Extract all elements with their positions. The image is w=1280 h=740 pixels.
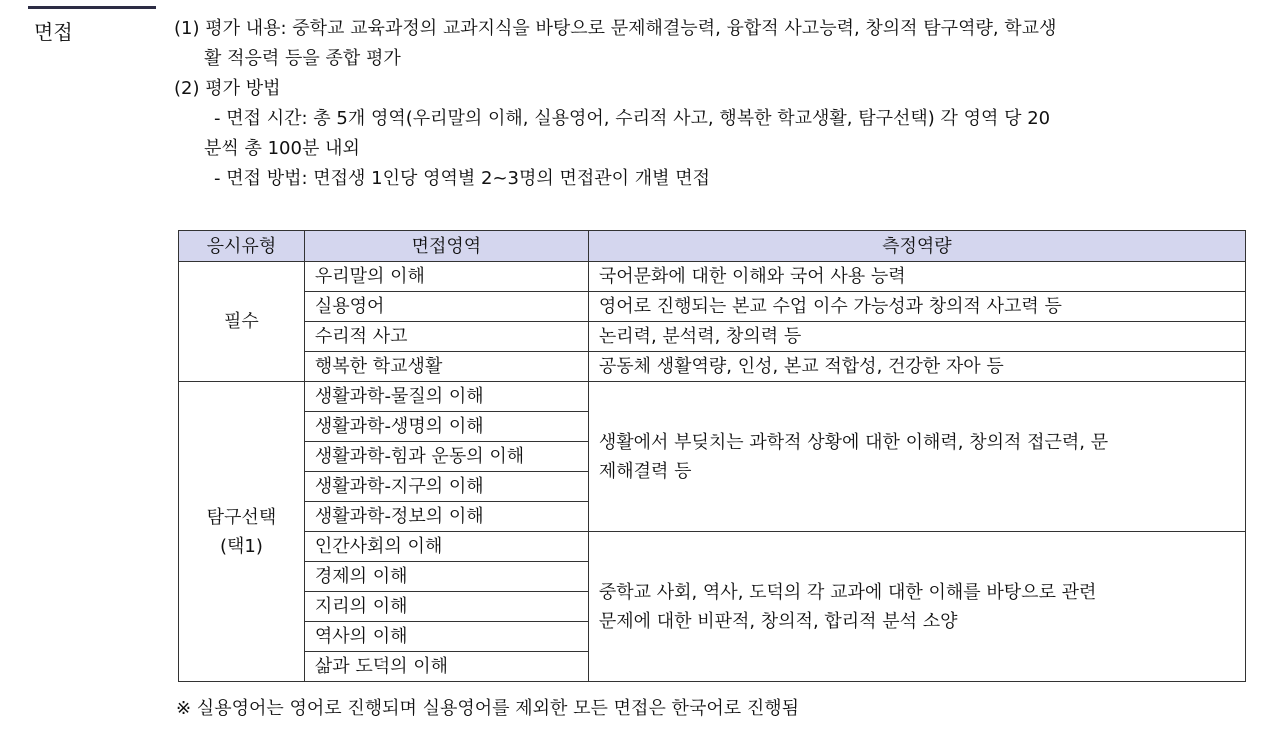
table-row xyxy=(179,382,1246,412)
elective-type-cell xyxy=(179,382,305,682)
table-row xyxy=(179,292,1246,322)
desc-cell: 영어로 진행되는 본교 수업 이수 가능성과 창의적 사고력 등 xyxy=(588,292,1245,322)
social-desc-line-2: 문제에 대한 비판적, 창의적, 합리적 분석 소양 xyxy=(598,610,958,632)
interview-method-line: - 면접 방법: 면접생 1인당 영역별 2~3명의 면접관이 개별 면접 xyxy=(214,168,711,189)
table-header-row xyxy=(179,231,1246,262)
social-desc-line-1: 중학교 사회, 역사, 도덕의 각 교과에 대한 이해를 바탕으로 관련 xyxy=(598,581,1097,603)
evaluation-content-line-2: 활 적응력 등을 종합 평가 xyxy=(204,48,401,69)
science-desc-line-2: 제해결력 등 xyxy=(598,460,692,482)
area-cell: 실용영어 xyxy=(304,292,588,322)
table-row xyxy=(179,322,1246,352)
header-interview-area: 면접영역 xyxy=(304,231,588,262)
area-cell: 지리의 이해 xyxy=(304,592,588,622)
area-cell: 우리말의 이해 xyxy=(304,262,588,292)
area-cell: 인간사회의 이해 xyxy=(304,532,588,562)
elective-sublabel: (택1) xyxy=(220,535,263,557)
table-row xyxy=(179,532,1246,562)
evaluation-method-heading: (2) 평가 방법 xyxy=(174,78,281,99)
area-cell: 생활과학-생명의 이해 xyxy=(304,412,588,442)
table-row xyxy=(179,262,1246,292)
social-desc-cell xyxy=(588,532,1245,682)
area-cell: 역사의 이해 xyxy=(304,622,588,652)
section-divider xyxy=(28,6,156,9)
science-desc-cell xyxy=(588,382,1245,532)
area-cell: 행복한 학교생활 xyxy=(304,352,588,382)
table-row xyxy=(179,352,1246,382)
section-label: 면접 xyxy=(34,20,73,44)
elective-label: 탐구선택 xyxy=(206,506,277,528)
footnote: ※ 실용영어는 영어로 진행되며 실용영어를 제외한 모든 면접은 한국어로 진행됨 xyxy=(176,698,799,719)
evaluation-description xyxy=(174,14,1260,194)
interview-time-line-1: - 면접 시간: 총 5개 영역(우리말의 이해, 실용영어, 수리적 사고, 행복한 학교생활, 탐구선택) 각 영역 당 20 xyxy=(214,108,1051,129)
evaluation-content-line-1: (1) 평가 내용: 중학교 교육과정의 교과지식을 바탕으로 문제해결능력, 융합적 사고능력, 창의적 탐구역량, 학교생 xyxy=(174,18,1057,39)
area-cell: 생활과학-정보의 이해 xyxy=(304,502,588,532)
area-cell: 경제의 이해 xyxy=(304,562,588,592)
header-measured-competency: 측정역량 xyxy=(588,231,1245,262)
area-cell: 생활과학-물질의 이해 xyxy=(304,382,588,412)
area-cell: 생활과학-힘과 운동의 이해 xyxy=(304,442,588,472)
science-desc-line-1: 생활에서 부딪치는 과학적 상황에 대한 이해력, 창의적 접근력, 문 xyxy=(598,431,1109,453)
area-cell: 수리적 사고 xyxy=(304,322,588,352)
area-cell: 삶과 도덕의 이해 xyxy=(304,652,588,682)
required-type-cell: 필수 xyxy=(179,262,305,382)
area-cell: 생활과학-지구의 이해 xyxy=(304,472,588,502)
desc-cell: 공동체 생활역량, 인성, 본교 적합성, 건강한 자아 등 xyxy=(588,352,1245,382)
interview-time-line-2: 분씩 총 100분 내외 xyxy=(204,138,360,159)
desc-cell: 국어문화에 대한 이해와 국어 사용 능력 xyxy=(588,262,1245,292)
header-exam-type: 응시유형 xyxy=(179,231,305,262)
desc-cell: 논리력, 분석력, 창의력 등 xyxy=(588,322,1245,352)
interview-areas-table xyxy=(178,230,1246,682)
